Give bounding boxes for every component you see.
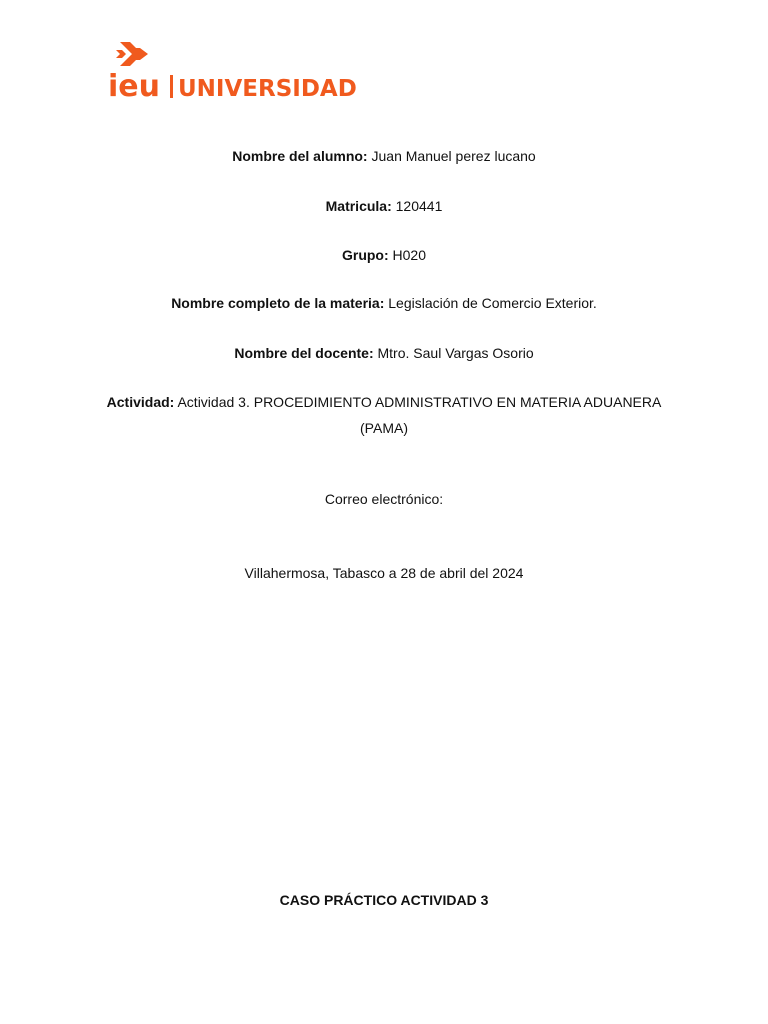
grupo-value: H020: [392, 247, 426, 263]
ieu-universidad-logo: [108, 40, 398, 102]
logo-separator: [170, 75, 173, 98]
actividad-label: Actividad:: [106, 394, 175, 410]
matricula-line: [0, 194, 768, 218]
grupo-line: [0, 243, 768, 267]
docente-line: [0, 341, 768, 365]
logo-graphic: [108, 40, 398, 102]
materia-line: [0, 291, 768, 315]
correo-label: Correo electrónico:: [324, 491, 444, 507]
grupo-label: Grupo:: [341, 247, 389, 263]
docente-value: Mtro. Saul Vargas Osorio: [377, 345, 534, 361]
student-name-line: [0, 144, 768, 168]
materia-value: Legislación de Comercio Exterior.: [388, 295, 597, 311]
docente-label: Nombre del docente:: [234, 345, 374, 361]
chevron-arrow-icon: [116, 42, 148, 66]
student-name-value: Juan Manuel perez lucano: [371, 148, 536, 164]
place-date: Villahermosa, Tabasco a 28 de abril del 2024: [244, 565, 524, 581]
student-name-label: Nombre del alumno:: [232, 148, 368, 164]
matricula-value: 120441: [395, 198, 443, 214]
actividad-line: [100, 389, 668, 441]
actividad-value: Actividad 3. PROCEDIMIENTO ADMINISTRATIVO EN MATERIA ADUANERA (PAMA): [177, 394, 662, 436]
section-title: CASO PRÁCTICO ACTIVIDAD 3: [279, 892, 489, 908]
matricula-label: Matricula:: [325, 198, 392, 214]
logo-universidad-text: UNIVERSIDAD: [178, 76, 357, 102]
materia-label: Nombre completo de la materia:: [171, 295, 385, 311]
logo-ieu-text: ieu: [108, 69, 160, 102]
